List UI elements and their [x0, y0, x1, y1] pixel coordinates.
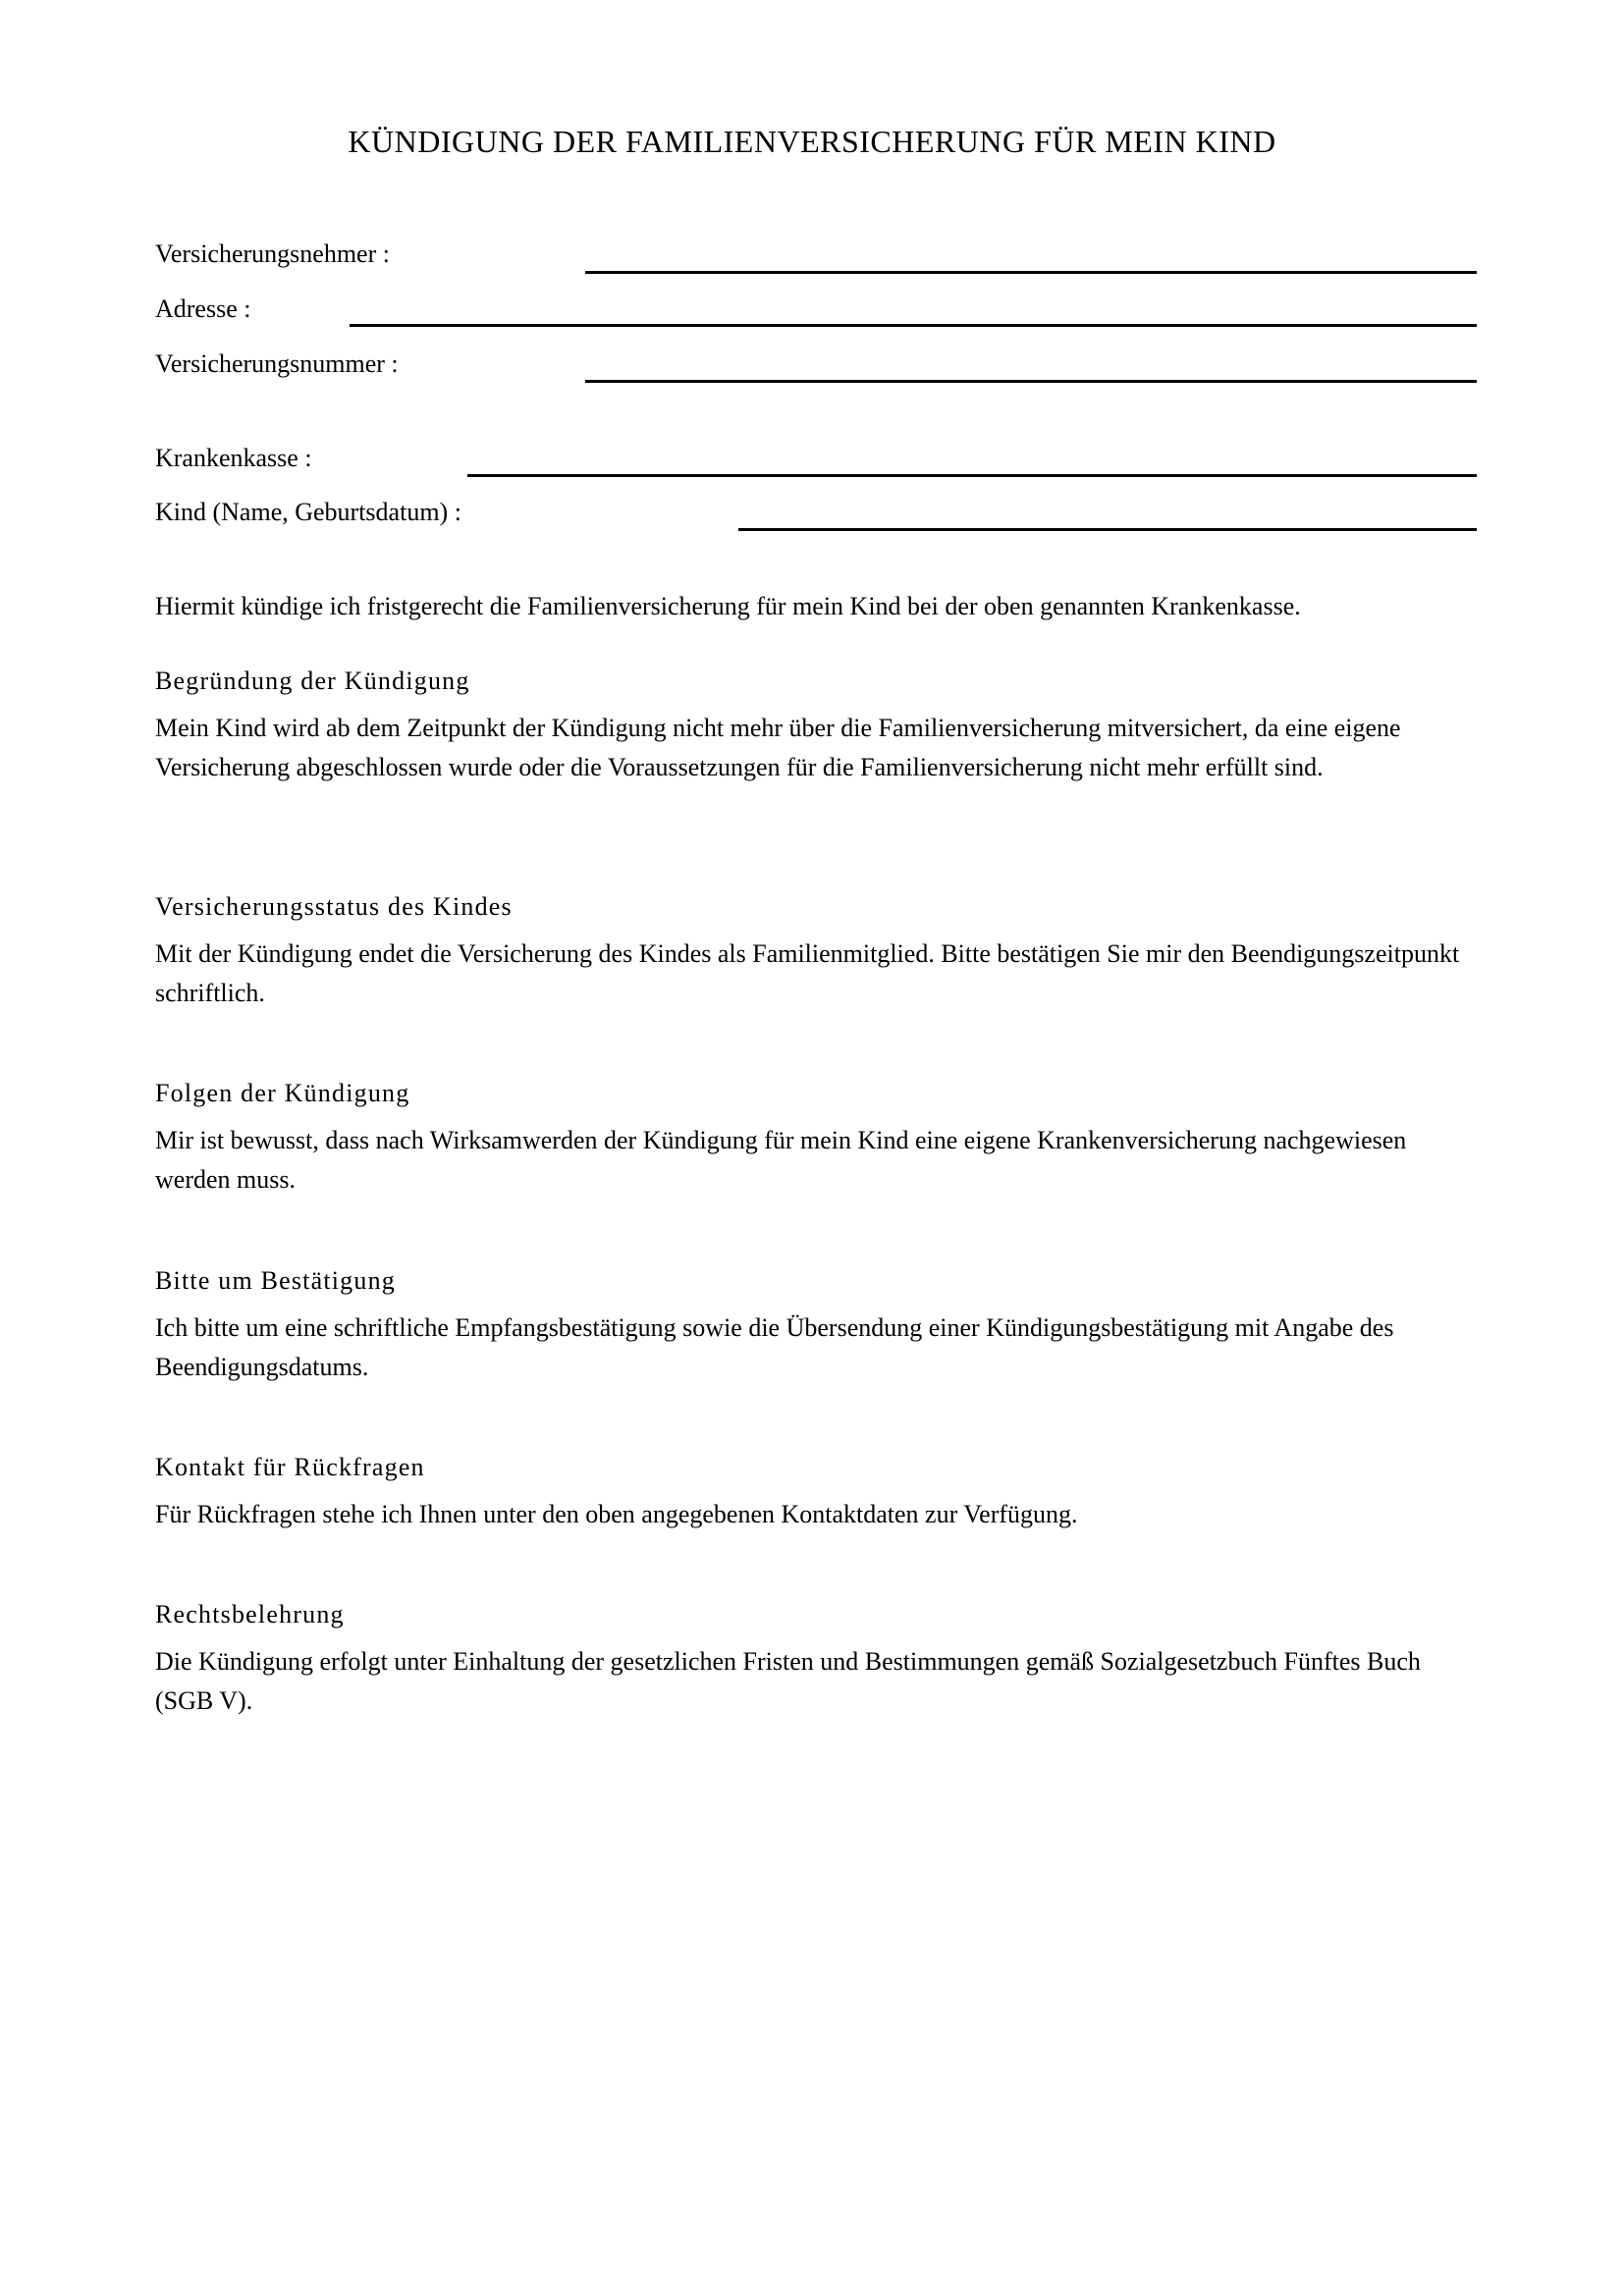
section-body-kontakt: Für Rückfragen stehe ich Ihnen unter den oben angegebenen Kontaktdaten zur Verfügung.	[155, 1500, 1078, 1528]
section-body-folgen: Mir ist bewusst, dass nach Wirksamwerden der Kündigung für mein Kind eine eigene Krankenversicherung nachgewiesen werden muss.	[155, 1126, 1407, 1194]
field-label-krankenkasse: Krankenkasse :	[155, 444, 312, 472]
field-label-versicherungsnehmer: Versicherungsnehmer :	[155, 240, 390, 268]
field-krankenkasse	[155, 444, 1477, 483]
section-heading-kontakt: Kontakt für Rückfragen	[155, 1453, 425, 1481]
section-heading-begruendung: Begründung der Kündigung	[155, 667, 470, 695]
section-body-bestaetigung: Ich bitte um eine schriftliche Empfangsbestätigung sowie die Übersendung einer Kündigungsbestätigung mit Angabe des Beendigungsdatums.	[155, 1313, 1394, 1381]
section-heading-versicherungsstatus: Versicherungsstatus des Kindes	[155, 892, 513, 921]
section-body-versicherungsstatus: Mit der Kündigung endet die Versicherung des Kindes als Familienmitglied. Bitte bestätigen Sie mir den Beendigungszeitpunkt schriftlich.	[155, 939, 1460, 1007]
section-body-begruendung: Mein Kind wird ab dem Zeitpunkt der Kündigung nicht mehr über die Familienversicherung mitversichert, da eine eigene Versicherung abgeschlossen wurde oder die Voraussetzungen für die Familienversicherung nicht mehr erfüllt sind.	[155, 714, 1401, 781]
field-line-versicherungsnehmer[interactable]	[585, 271, 1477, 274]
field-kind	[155, 498, 1477, 537]
section-body-rechtsbelehrung: Die Kündigung erfolgt unter Einhaltung der gesetzlichen Fristen und Bestimmungen gemäß Sozialgesetzbuch Fünftes Buch (SGB V).	[155, 1647, 1421, 1715]
field-adresse	[155, 294, 1477, 334]
section-heading-rechtsbelehrung: Rechtsbelehrung	[155, 1600, 345, 1629]
field-line-versicherungsnummer[interactable]	[585, 380, 1477, 383]
section-heading-bestaetigung: Bitte um Bestätigung	[155, 1266, 396, 1295]
field-line-krankenkasse[interactable]	[467, 474, 1477, 477]
document-title: KÜNDIGUNG DER FAMILIENVERSICHERUNG FÜR MEIN KIND	[348, 124, 1276, 159]
intro-paragraph: Hiermit kündige ich fristgerecht die Familienversicherung für mein Kind bei der oben genannten Krankenkasse.	[155, 592, 1301, 620]
field-label-adresse: Adresse :	[155, 294, 251, 323]
field-line-adresse[interactable]	[350, 324, 1477, 327]
field-versicherungsnummer	[155, 349, 1477, 389]
section-heading-folgen: Folgen der Kündigung	[155, 1079, 410, 1107]
field-label-kind: Kind (Name, Geburtsdatum) :	[155, 498, 461, 526]
field-versicherungsnehmer	[155, 240, 1477, 279]
field-line-kind[interactable]	[738, 528, 1477, 531]
field-label-versicherungsnummer: Versicherungsnummer :	[155, 349, 399, 378]
